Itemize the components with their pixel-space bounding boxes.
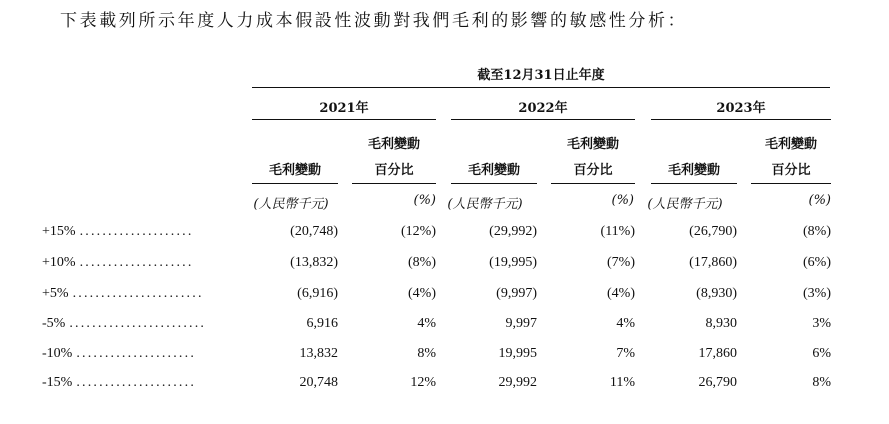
unit-2023-pct: (%) (808, 193, 831, 208)
row-label (42, 375, 236, 391)
col-2022-gp-change-underline (451, 183, 537, 184)
col-2022-pct-underline (551, 183, 635, 184)
row-label (42, 255, 236, 271)
cell-2021-pct: (12%) (401, 224, 436, 239)
year-2021-header: 2021年 (319, 101, 369, 116)
col-2021-gp-change-underline (252, 183, 338, 184)
row-label-leader-dots: ....................... (72, 286, 204, 301)
cell-2021-pct: (4%) (408, 286, 436, 301)
row-label-text: +10% (42, 255, 76, 270)
row-label-leader-dots: .................... (79, 255, 194, 270)
col-2021-gp-change-header: 毛利變動 (268, 163, 321, 178)
cell-2022-gp-change: 29,992 (498, 375, 537, 390)
row-label-text: -15% (42, 375, 73, 390)
col-2022-gp-change-header: 毛利變動 (467, 163, 520, 178)
row-label-text: -5% (42, 316, 66, 331)
cell-2022-gp-change: 9,997 (505, 316, 537, 331)
cell-2022-pct: 11% (609, 375, 635, 390)
cell-2022-pct: (4%) (607, 286, 635, 301)
col-2021-pct-header-line2: 百分比 (374, 163, 414, 178)
row-label-text: -10% (42, 346, 73, 361)
cell-2023-pct: (3%) (803, 286, 831, 301)
cell-2021-pct: 8% (417, 346, 436, 361)
cell-2023-pct: (8%) (803, 224, 831, 239)
cell-2021-gp-change: 13,832 (299, 346, 338, 361)
col-2023-pct-header-line2: 百分比 (771, 163, 811, 178)
intro-text: 下表載列所示年度人力成本假設性波動對我們毛利的影響的敏感性分析： (60, 11, 688, 31)
row-label-leader-dots: .................... (79, 224, 194, 239)
col-2022-pct-header-line2: 百分比 (573, 163, 613, 178)
row-label (42, 224, 236, 240)
cell-2023-gp-change: (26,790) (689, 224, 737, 239)
cell-2022-pct: (11%) (600, 224, 635, 239)
cell-2021-pct: 12% (410, 375, 436, 390)
cell-2023-pct: 3% (812, 316, 831, 331)
row-label (42, 346, 236, 362)
cell-2021-gp-change: 20,748 (299, 375, 338, 390)
year-2022-header: 2022年 (518, 101, 568, 116)
col-2023-gp-change-underline (651, 183, 737, 184)
row-label (42, 286, 236, 302)
cell-2023-pct: (6%) (803, 255, 831, 270)
unit-2022-gp: (人民幣千元) (447, 197, 523, 212)
cell-2023-gp-change: 8,930 (705, 316, 737, 331)
cell-2023-gp-change: (17,860) (689, 255, 737, 270)
year-2022-underline (451, 119, 635, 120)
col-2023-gp-change-header: 毛利變動 (667, 163, 720, 178)
cell-2021-gp-change: (20,748) (290, 224, 338, 239)
period-header: 截至12月31日止年度 (477, 68, 605, 83)
cell-2021-gp-change: 6,916 (306, 316, 338, 331)
col-2023-pct-underline (751, 183, 831, 184)
row-label-text: +5% (42, 286, 69, 301)
cell-2021-pct: (8%) (408, 255, 436, 270)
year-2023-underline (651, 119, 831, 120)
cell-2021-pct: 4% (417, 316, 436, 331)
year-2023-header: 2023年 (716, 101, 766, 116)
row-label-leader-dots: ........................ (69, 316, 207, 331)
col-2022-pct-header-line1: 毛利變動 (566, 137, 619, 152)
cell-2022-pct: 4% (616, 316, 635, 331)
cell-2022-pct: 7% (616, 346, 635, 361)
cell-2021-gp-change: (13,832) (290, 255, 338, 270)
cell-2023-gp-change: 17,860 (698, 346, 737, 361)
cell-2022-gp-change: (19,995) (489, 255, 537, 270)
col-2023-pct-header-line1: 毛利變動 (764, 137, 817, 152)
cell-2022-gp-change: (29,992) (489, 224, 537, 239)
row-label-leader-dots: ..................... (76, 375, 197, 390)
col-2021-pct-header-line1: 毛利變動 (367, 137, 420, 152)
unit-2023-gp: (人民幣千元) (647, 197, 723, 212)
unit-2021-gp: (人民幣千元) (253, 197, 329, 212)
cell-2021-gp-change: (6,916) (297, 286, 338, 301)
unit-2021-pct: (%) (413, 193, 436, 208)
cell-2023-pct: 6% (812, 346, 831, 361)
row-label-text: +15% (42, 224, 76, 239)
year-2021-underline (252, 119, 436, 120)
row-label-leader-dots: ..................... (76, 346, 197, 361)
row-label (42, 316, 236, 332)
cell-2023-gp-change: 26,790 (698, 375, 737, 390)
period-underline (252, 87, 830, 88)
cell-2022-gp-change: (9,997) (496, 286, 537, 301)
col-2021-pct-underline (352, 183, 436, 184)
cell-2022-gp-change: 19,995 (498, 346, 537, 361)
cell-2023-gp-change: (8,930) (696, 286, 737, 301)
cell-2022-pct: (7%) (607, 255, 635, 270)
unit-2022-pct: (%) (611, 193, 634, 208)
cell-2023-pct: 8% (812, 375, 831, 390)
